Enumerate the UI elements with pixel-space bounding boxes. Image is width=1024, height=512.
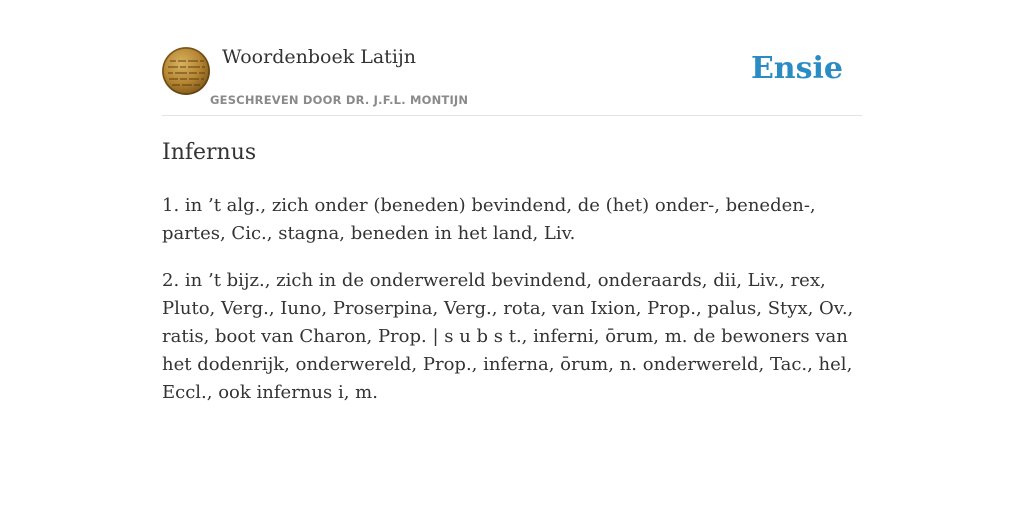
definition-1: 1. in ’t alg., zich onder (beneden) bevindend, de (het) onder-, beneden-, partes, Cic., stagna, beneden in het land, Liv. (162, 195, 816, 244)
dictionary-title[interactable]: Woordenboek Latijn (222, 46, 417, 68)
latin-coin-icon[interactable] (162, 47, 210, 95)
entry-definitions (162, 192, 862, 426)
dictionary-header (162, 45, 862, 116)
entry-title: Infernus (162, 140, 257, 165)
author-credit: GESCHREVEN DOOR DR. J.F.L. MONTIJN (210, 93, 469, 107)
definition-2: 2. in ’t bijz., zich in de onderwereld bevindend, onderaards, dii, Liv., rex, Pluto, Verg., Iuno, Proserpina, Verg., rota, van Ixion, Prop., palus, Styx, Ov., ratis, boot van Charon, Prop. | s u b s t., inferni, ōrum, m. de bewoners van het dodenrijk, onderwereld, Prop., inferna, ōrum, n. onderwereld, Tac., hel, Eccl., ook infernus i, m. (162, 270, 854, 403)
ensie-logo[interactable]: Ensie (750, 51, 843, 86)
